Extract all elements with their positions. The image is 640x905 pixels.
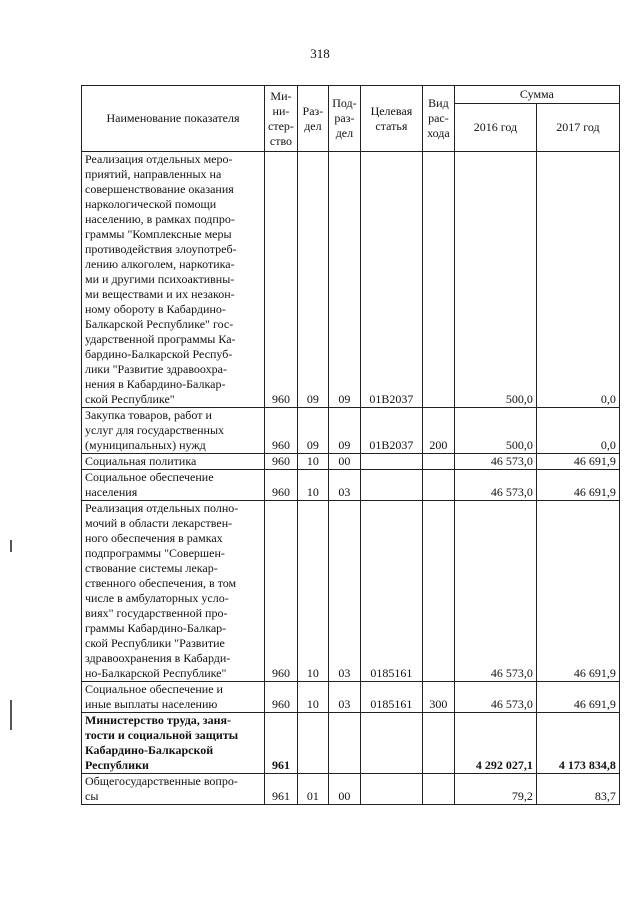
row-subsection: 00: [328, 774, 360, 805]
table-row: [82, 774, 620, 805]
row-expense-type: [422, 152, 454, 408]
row-target: 01В2037: [360, 408, 422, 454]
table-body: [82, 152, 620, 805]
table-row: [82, 454, 620, 470]
row-sum-2017: 46 691,9: [536, 682, 619, 713]
row-sum-2017: 46 691,9: [536, 454, 619, 470]
row-section: 10: [297, 454, 328, 470]
row-sum-2016: 46 573,0: [454, 454, 536, 470]
row-ministry: 960: [265, 152, 298, 408]
row-subsection: 09: [328, 408, 360, 454]
row-expense-type: 200: [422, 408, 454, 454]
table-row: [82, 713, 620, 774]
header-sum: Сумма: [454, 86, 619, 104]
row-subsection: 03: [328, 501, 360, 682]
row-subsection: 03: [328, 682, 360, 713]
row-subsection: [328, 713, 360, 774]
row-section: [297, 713, 328, 774]
row-sum-2016: 500,0: [454, 152, 536, 408]
header-year-2016: 2016 год: [454, 104, 536, 152]
row-sum-2016: 500,0: [454, 408, 536, 454]
table-row: [82, 408, 620, 454]
row-sum-2016: 79,2: [454, 774, 536, 805]
row-target: 01В2037: [360, 152, 422, 408]
row-subsection: 09: [328, 152, 360, 408]
margin-mark: [10, 540, 12, 552]
row-expense-type: [422, 454, 454, 470]
header-expense-type: Вид рас- хода: [422, 86, 454, 152]
header-name: Наименование показателя: [82, 86, 265, 152]
table-row: [82, 470, 620, 501]
row-sum-2017: 46 691,9: [536, 470, 619, 501]
row-subsection: 03: [328, 470, 360, 501]
row-expense-type: 300: [422, 682, 454, 713]
row-target: [360, 713, 422, 774]
header-subsection: Под- раз- дел: [328, 86, 360, 152]
row-name: Социальная политика: [82, 454, 265, 470]
row-sum-2017: 83,7: [536, 774, 619, 805]
row-expense-type: [422, 470, 454, 501]
row-ministry: 960: [265, 682, 298, 713]
row-target: [360, 470, 422, 501]
row-sum-2017: 0,0: [536, 152, 619, 408]
header-ministry: Ми- ни- стер- ство: [265, 86, 298, 152]
row-name: Реализация отдельных меро- приятий, направленных на совершенствование оказания наркологической помощи населению, в рамках подпро- граммы "Комплексные меры противодействия злоупотреб- лению алкоголем, наркотика- ми и другими психоактивны- ми веществами и их незакон- ному обороту в Кабардино- Балкарской Республике" гос- ударственной программы Ка- бардино-Балкарской Респуб- лики "Развитие здравоохра- нения в Кабардино-Балкар- ской Республике": [82, 152, 265, 408]
row-section: 10: [297, 501, 328, 682]
table-row: [82, 152, 620, 408]
row-ministry: 960: [265, 454, 298, 470]
row-section: 09: [297, 408, 328, 454]
row-ministry: 960: [265, 470, 298, 501]
row-section: 10: [297, 470, 328, 501]
row-sum-2016: 46 573,0: [454, 470, 536, 501]
row-target: 0185161: [360, 682, 422, 713]
row-section: 01: [297, 774, 328, 805]
row-ministry: 960: [265, 501, 298, 682]
row-section: 10: [297, 682, 328, 713]
row-sum-2017: 0,0: [536, 408, 619, 454]
row-sum-2017: 4 173 834,8: [536, 713, 619, 774]
row-name: Реализация отдельных полно- мочий в области лекарствен- ного обеспечения в рамках подпрограммы "Совершен- ствование системы лекар- ственного обеспечения, в том числе в амбулаторных усло- виях" государственной про- граммы Кабардино-Балкар- ской Республики "Развитие здравоохранения в Кабарди- но-Балкарской Республике": [82, 501, 265, 682]
row-subsection: 00: [328, 454, 360, 470]
row-target: [360, 774, 422, 805]
margin-mark: [10, 700, 12, 730]
row-expense-type: [422, 774, 454, 805]
row-ministry: 961: [265, 713, 298, 774]
header-section: Раз- дел: [297, 86, 328, 152]
row-expense-type: [422, 713, 454, 774]
row-target: [360, 454, 422, 470]
row-name: Социальное обеспечение населения: [82, 470, 265, 501]
budget-table: [81, 85, 620, 805]
row-name: Закупка товаров, работ и услуг для государственных (муниципальных) нужд: [82, 408, 265, 454]
table-row: [82, 682, 620, 713]
header-target: Целевая статья: [360, 86, 422, 152]
row-name: Министерство труда, заня- тости и социальной защиты Кабардино-Балкарской Республики: [82, 713, 265, 774]
row-expense-type: [422, 501, 454, 682]
row-section: 09: [297, 152, 328, 408]
row-sum-2016: 46 573,0: [454, 682, 536, 713]
row-target: 0185161: [360, 501, 422, 682]
row-ministry: 960: [265, 408, 298, 454]
row-name: Социальное обеспечение и иные выплаты населению: [82, 682, 265, 713]
row-name: Общегосударственные вопро- сы: [82, 774, 265, 805]
header-year-2017: 2017 год: [536, 104, 619, 152]
table-row: [82, 501, 620, 682]
row-sum-2016: 4 292 027,1: [454, 713, 536, 774]
page-number: 318: [310, 46, 330, 61]
row-sum-2016: 46 573,0: [454, 501, 536, 682]
row-ministry: 961: [265, 774, 298, 805]
row-sum-2017: 46 691,9: [536, 501, 619, 682]
